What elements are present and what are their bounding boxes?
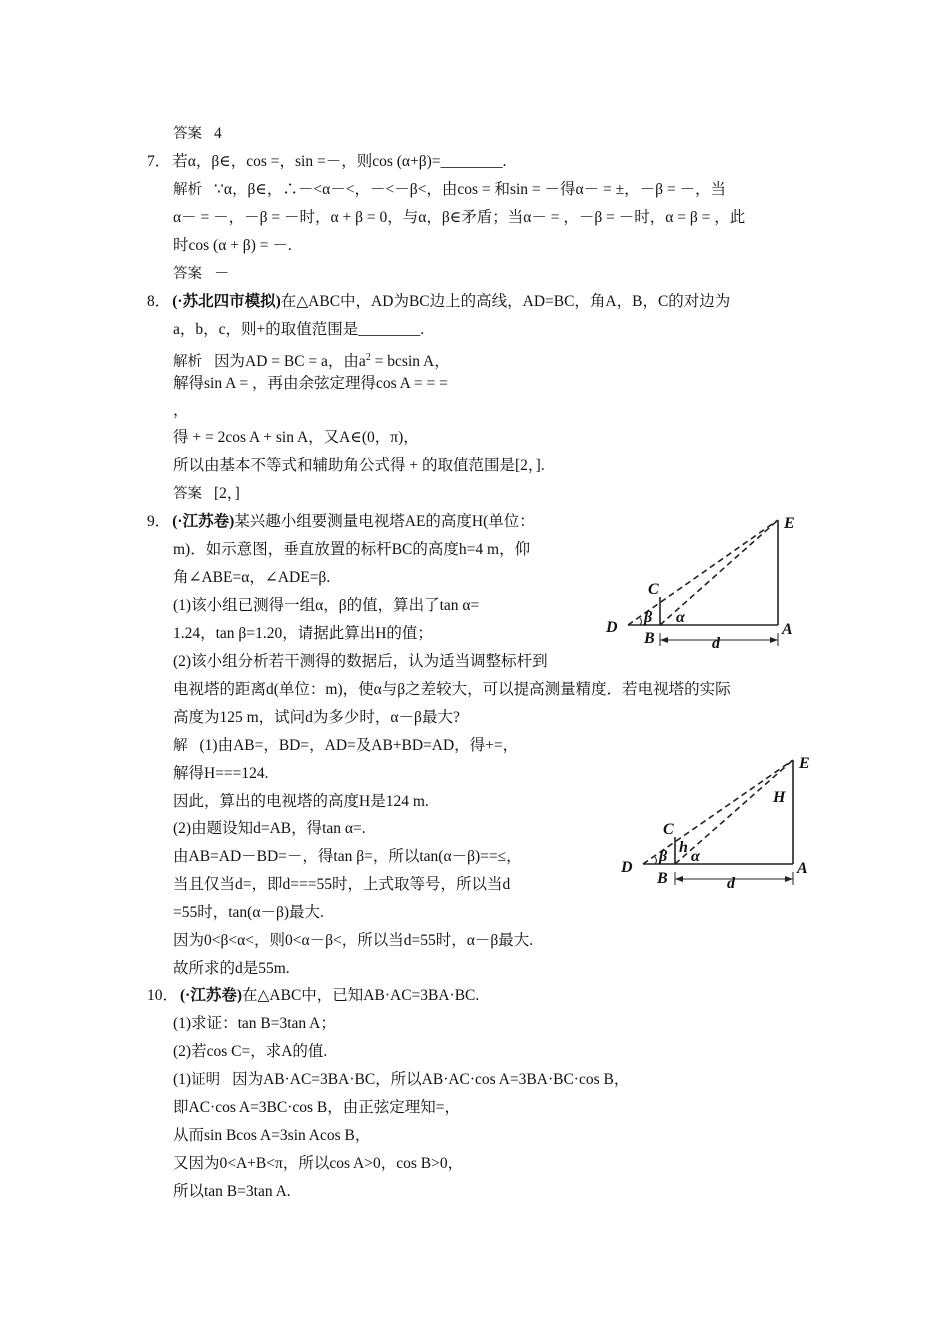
analysis-text: = bcsin A， <box>370 353 450 371</box>
proof-label: 证明 <box>191 1072 221 1088</box>
analysis-line: 解得sin A = ，再由余弦定理得cos A = = = <box>173 375 448 392</box>
analysis-line <box>173 180 726 200</box>
question-number: 9． <box>147 513 171 530</box>
label-d: D <box>621 859 633 876</box>
proof-text: 因为AB·AC=3BA·BC，所以AB·AC·cos A=3BA·BC·cos B， <box>232 1071 630 1088</box>
analysis-line: 所以由基本不等式和辅助角公式得 + 的取值范围是[2，]. <box>173 457 545 474</box>
solution-line: =55时，tan(α－β)最大. <box>173 904 324 921</box>
label-d: D <box>606 619 618 636</box>
question-source: (·苏北四市模拟) <box>172 293 281 310</box>
question-stem: 在△ABC中，已知AB·AC=3BA·BC. <box>242 987 480 1004</box>
solution-text: (1)由AB=，BD=，AD=及AB+BD=AD，得+=， <box>199 737 519 754</box>
label-beta: β <box>659 848 668 865</box>
question-source: (·江苏卷) <box>180 987 243 1004</box>
arrow-head <box>660 637 668 643</box>
proof-line: 所以tan B=3tan A. <box>173 1183 291 1200</box>
solution-line: 因此，算出的电视塔的高度H是124 m. <box>173 793 429 810</box>
analysis-text: ∵α，β∈，∴－<α－<，－<－β<，由cos = 和sin = －得α－ = ±，－β = －，当 <box>214 181 727 198</box>
label-d-distance: d <box>712 635 720 652</box>
arrow-head <box>770 637 778 643</box>
question-10 <box>147 986 479 1006</box>
label-d-distance: d <box>727 875 735 892</box>
answer-label: 答案 <box>173 126 202 142</box>
question-9 <box>147 512 535 532</box>
analysis-line: 得 + = 2cos A + sin A，又A∈(0，π)， <box>173 429 419 446</box>
label-b: B <box>644 630 655 647</box>
answer-value: 4 <box>214 125 222 142</box>
question-source: (·江苏卷) <box>172 513 235 530</box>
answer-value: － <box>214 265 230 282</box>
label-c: C <box>663 821 674 838</box>
label-h-tower: H <box>773 789 786 806</box>
analysis-label: 解析 <box>173 182 202 198</box>
solution-line <box>173 736 518 756</box>
tower-figure-solution <box>615 752 825 897</box>
question-stem: 若α，β∈，cos =，sin =－，则cos (α+β)=________. <box>172 153 507 170</box>
question-number: 10． <box>147 987 179 1004</box>
proof-line: 从而sin Bcos A=3sin Acos B， <box>173 1127 371 1144</box>
label-beta: β <box>644 609 653 626</box>
solution-line: 解得H===124. <box>173 765 269 782</box>
question-8 <box>147 292 730 312</box>
arrow-head <box>785 876 793 882</box>
proof-part: (1) <box>173 1071 192 1088</box>
label-alpha: α <box>691 848 700 865</box>
answer-label: 答案 <box>173 486 202 502</box>
answer-line <box>173 124 222 144</box>
question-stem: a，b，c，则+的取值范围是________. <box>173 321 425 338</box>
analysis-label: 解析 <box>173 354 202 371</box>
label-c: C <box>648 581 659 598</box>
analysis-line: 时cos (α + β) = －. <box>173 237 292 254</box>
question-part: (2)若cos C=，求A的值. <box>173 1043 328 1060</box>
question-number: 8． <box>147 293 171 310</box>
solution-line: 因为0<β<α<，则0<α－β<，所以当d=55时，α－β最大. <box>173 932 534 949</box>
label-h-pole: h <box>679 839 688 856</box>
label-e: E <box>784 515 795 532</box>
solution-label: 解 <box>173 738 188 754</box>
question-stem: 某兴趣小组要测量电视塔AE的高度H(单位： <box>234 513 535 530</box>
solution-line: 故所求的d是55m. <box>173 960 290 977</box>
analysis-line <box>173 348 450 372</box>
question-stem: (2)该小组分析若干测得的数据后，认为适当调整标杆到 <box>173 653 548 670</box>
solution-line: 由AB=AD－BD=－，得tan β=，所以tan(α－β)==≤， <box>173 848 522 865</box>
answer-value: [2，] <box>214 485 240 502</box>
label-a: A <box>797 860 808 877</box>
arrow-head <box>675 876 683 882</box>
question-number: 7． <box>147 153 171 170</box>
question-stem: 1.24，tan β=1.20，请据此算出H的值； <box>173 625 433 642</box>
answer-line <box>173 484 240 504</box>
label-e: E <box>799 755 810 772</box>
analysis-line: α－ = －，－β = －时，α + β = 0，与α，β∈矛盾；当α－ = ，－β = －时，α = β = ，此 <box>173 209 746 226</box>
label-b: B <box>657 870 668 887</box>
proof-line: 又因为0<A+B<π，所以cos A>0，cos B>0， <box>173 1155 464 1172</box>
question-stem: 电视塔的距离d(单位：m)，使α与β之差较大，可以提高测量精度．若电视塔的实际 <box>173 681 731 698</box>
superscript: 2 <box>365 352 371 363</box>
analysis-line: ， <box>173 402 189 419</box>
label-a: A <box>782 621 793 638</box>
question-7 <box>147 152 506 172</box>
question-stem: m)．如示意图，垂直放置的标杆BC的高度h=4 m，仰 <box>173 541 531 558</box>
question-stem: 在△ABC中，AD为BC边上的高线，AD=BC，角A，B，C的对边为 <box>280 293 731 310</box>
answer-line <box>173 264 230 284</box>
answer-label: 答案 <box>173 266 202 282</box>
proof-line: 即AC·cos A=3BC·cos B，由正弦定理知=， <box>173 1099 461 1116</box>
proof-line <box>173 1070 629 1090</box>
question-stem: (1)该小组已测得一组α，β的值，算出了tan α= <box>173 597 480 614</box>
angle-arc <box>655 857 657 864</box>
question-stem: 高度为125 m，试问d为多少时，α－β最大? <box>173 709 460 726</box>
solution-line: (2)由题设知d=AB，得tan α=. <box>173 820 366 837</box>
question-stem: 角∠ABE=α，∠ADE=β. <box>173 569 331 586</box>
analysis-text: 因为AD = BC = a，由a <box>214 353 366 371</box>
tower-figure-question <box>600 510 810 655</box>
label-alpha: α <box>676 609 685 626</box>
solution-line: 当且仅当d=，即d===55时，上式取等号，所以当d <box>173 876 511 893</box>
angle-arc <box>640 618 642 625</box>
question-part: (1)求证：tan B=3tan A； <box>173 1015 336 1032</box>
